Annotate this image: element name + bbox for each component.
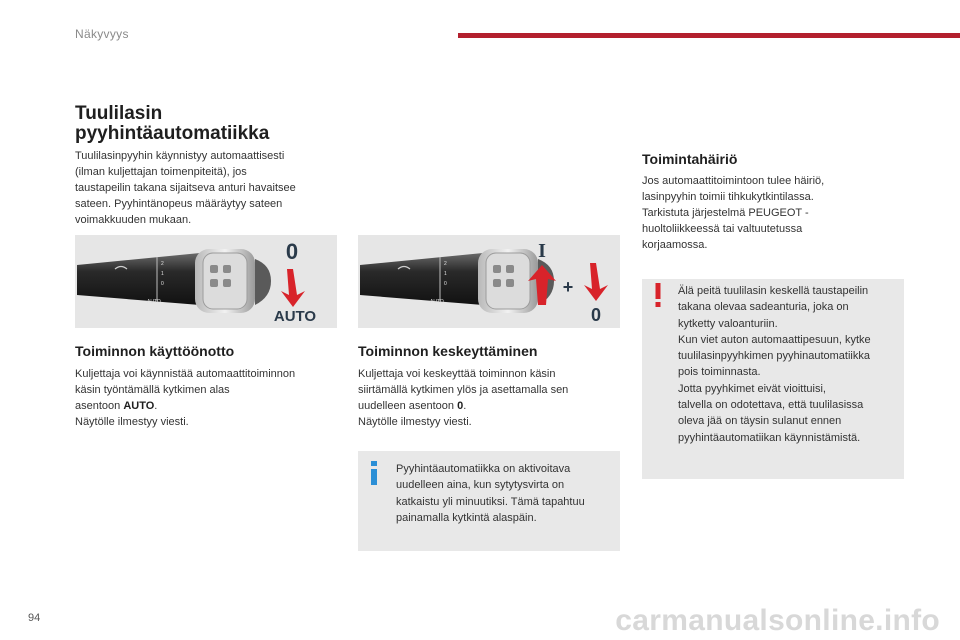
- intro-line: Tuulilasinpyyhin käynnistyy automaattisesti: [75, 150, 285, 162]
- zero-position-value: 0: [457, 400, 464, 412]
- warning-note-text: [678, 283, 900, 446]
- svg-text:1: 1: [444, 271, 447, 277]
- intro-line: (ilman kuljettajan toimenpiteitä), jos: [75, 166, 247, 178]
- down-arrow-icon: [584, 263, 608, 301]
- malfunction-text: [642, 173, 904, 253]
- svg-text:0: 0: [161, 281, 164, 287]
- activation-message: Näytölle ilmestyy viesti.: [75, 416, 189, 428]
- activation-line: käsin työntämällä kytkimen alas: [75, 384, 230, 396]
- page-title: [75, 104, 345, 144]
- activation-text: [75, 366, 340, 430]
- page-number: 94: [28, 612, 41, 624]
- svg-text:2: 2: [161, 261, 164, 267]
- deactivation-message: Näytölle ilmestyy viesti.: [358, 416, 472, 428]
- info-note-line: painamalla kytkintä alaspäin.: [396, 511, 537, 524]
- watermark-text: carmanualsonline.info: [615, 604, 940, 637]
- info-note-line: katkaistu yli minuutiksi. Tämä tapahtuu: [396, 495, 585, 508]
- warning-note-line: Kun viet auton automaattipesuun, kytke: [678, 333, 871, 346]
- info-note-text: [396, 461, 616, 526]
- auto-position-value: AUTO: [123, 400, 155, 412]
- svg-text:0: 0: [444, 281, 447, 287]
- intro-line: taustapeilin takana sijaitseva anturi havaitsee: [75, 182, 296, 194]
- malfunction-line: Tarkistuta järjestelmä PEUGEOT -: [642, 207, 809, 219]
- info-icon: [368, 461, 380, 485]
- warning-note-line: Jotta pyyhkimet eivät vioittuisi,: [678, 382, 826, 395]
- position-auto-label: AUTO: [273, 308, 317, 325]
- warning-note-line: Älä peitä tuulilasin keskellä taustapeilin: [678, 285, 869, 297]
- warning-note-line: oleva jää on täysin sulanut ennen: [678, 415, 842, 428]
- svg-text:1: 1: [161, 271, 164, 277]
- deactivation-title: Toiminnon keskeyttäminen: [358, 343, 538, 359]
- malfunction-line: Jos automaattitoimintoon tulee häiriö,: [642, 175, 825, 187]
- activation-line: Kuljettaja voi käynnistää automaattitoiminnon: [75, 368, 296, 380]
- section-header: Näkyvyys: [75, 27, 129, 41]
- deactivation-text: [358, 366, 623, 430]
- warning-note-line: talvella on odotettava, että tuulilasissa: [678, 399, 864, 412]
- header-accent-bar: [458, 33, 960, 38]
- page-title-line-1: Tuulilasin: [75, 103, 163, 124]
- position-one-label: I: [538, 240, 546, 262]
- intro-line: sateen. Pyyhintänopeus määräytyy sateen: [75, 198, 283, 210]
- wiper-stalk-off-figure: [358, 235, 620, 328]
- position-zero-label: 0: [285, 239, 299, 264]
- intro-line: voimakkuuden mukaan.: [75, 214, 192, 226]
- stalk-auto-text: AUTO: [430, 299, 444, 305]
- svg-text:2: 2: [444, 261, 447, 267]
- page-title-line-2: pyyhintäautomatiikka: [75, 123, 270, 144]
- stalk-auto-text: AUTO: [147, 299, 161, 305]
- malfunction-title: Toimintahäiriö: [642, 151, 738, 167]
- deactivation-line: Kuljettaja voi keskeyttää toiminnon käsin: [358, 368, 556, 380]
- wiper-stalk-illustration: [75, 235, 337, 328]
- warning-note-line: pois toiminnasta.: [678, 366, 761, 379]
- warning-note-line: pyyhintäautomatiikan käynnistämistä.: [678, 431, 861, 444]
- info-note-line: Pyyhintäautomatiikka on aktivoitava: [396, 463, 571, 475]
- malfunction-line: huoltoliikkeessä tai valtuutetussa: [642, 223, 803, 235]
- warning-icon: [653, 283, 663, 307]
- activation-position-line: asentoon AUTO.: [75, 400, 158, 412]
- wiper-stalk-auto-figure: [75, 235, 337, 328]
- info-note-line: uudelleen aina, kun sytytysvirta on: [396, 479, 565, 492]
- wiper-stalk-illustration: [358, 235, 620, 328]
- deactivation-line: siirtämällä kytkimen ylös ja asettamalla sen: [358, 384, 569, 396]
- down-arrow-icon: [281, 269, 305, 307]
- activation-title: Toiminnon käyttöönotto: [75, 343, 235, 359]
- malfunction-line: korjaamossa.: [642, 239, 708, 251]
- deactivation-position-line: uudelleen asentoon 0.: [358, 400, 467, 412]
- warning-note-line: takana olevaa sadeanturia, joka on: [678, 301, 849, 314]
- plus-sign: +: [562, 277, 574, 297]
- warning-note-line: tuulilasinpyyhkimen pyyhinautomatiikka: [678, 350, 870, 363]
- position-zero-label: 0: [590, 305, 602, 325]
- intro-paragraph: [75, 148, 340, 228]
- malfunction-line: lasinpyyhin toimii tihkukytkintilassa.: [642, 191, 814, 203]
- warning-note-line: kytketty valoanturiin.: [678, 317, 778, 330]
